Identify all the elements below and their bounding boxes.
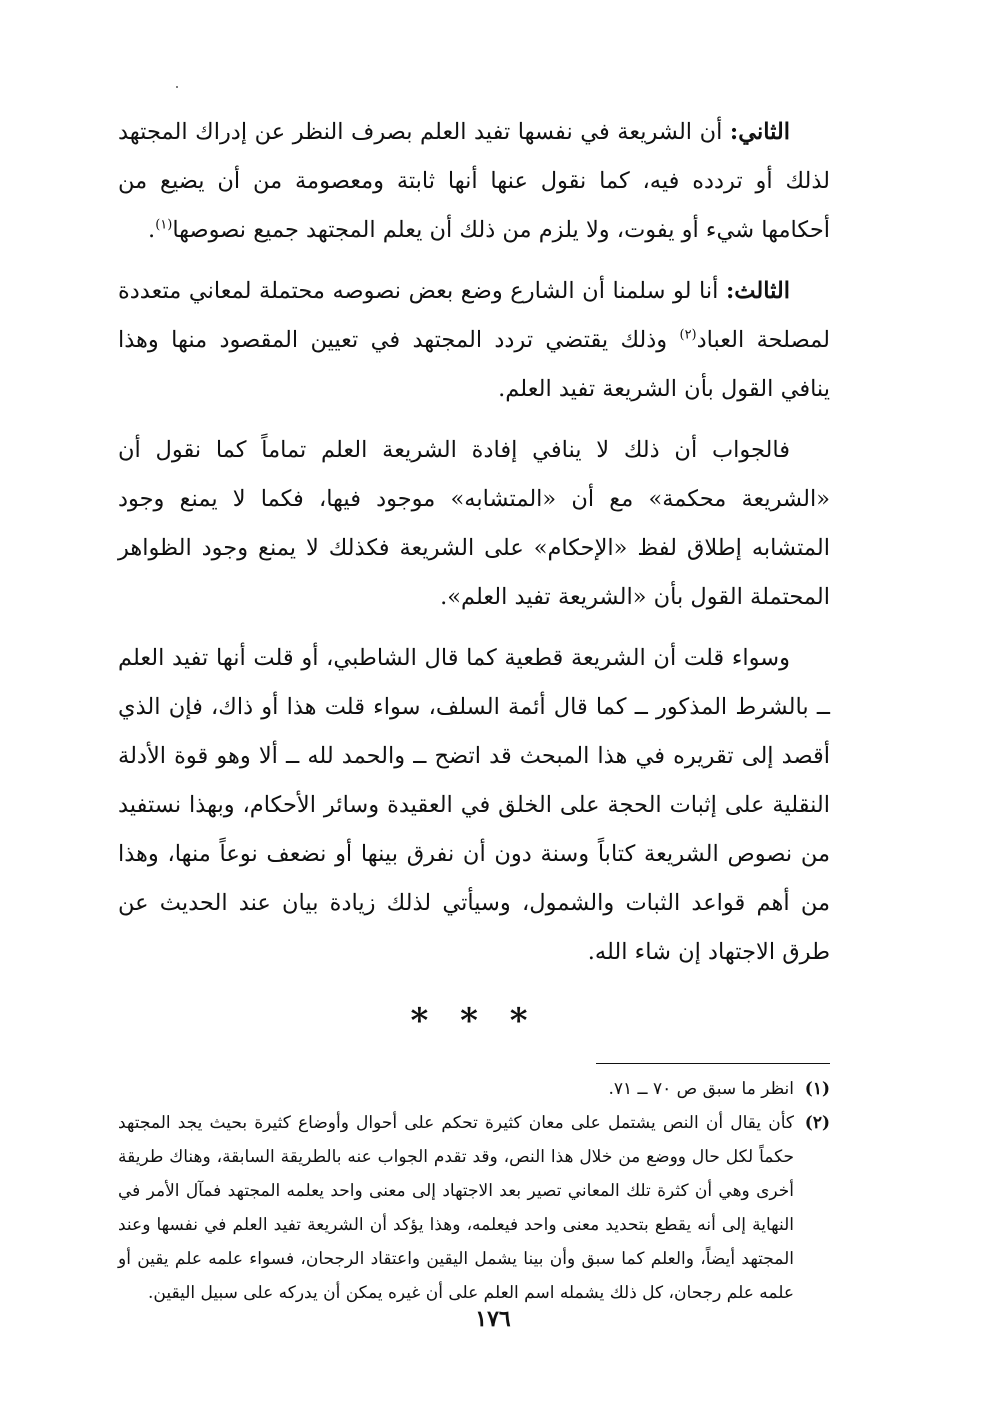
footnote-number: (٢) [804,1113,830,1133]
paragraph-text: أن الشريعة في نفسها تفيد العلم بصرف النظر عن إدراك المجتهد لذلك أو تردده فيه، كما نقول عنها أنها ثابتة ومعصومة من أن يضيع من أحكامها شيء أو يفوت، ولا يلزم من ذلك أن يعلم المجتهد جميع نصوصها [118,119,830,243]
section-separator: * * * [410,1001,538,1041]
paragraph-tail: . [148,217,156,243]
paragraph-answer [118,426,830,622]
page-body [118,108,830,1310]
footnote-divider [596,1063,830,1064]
paragraph-third-point [118,267,830,414]
paragraph-tail: وذلك يقتضي تردد المجتهد في تعيين المقصود منها وهذا ينافي القول بأن الشريعة تفيد العلم. [118,327,830,402]
paragraph-text: أنا لو سلمنا أن الشارع وضع بعض نصوصه محتملة لمعاني متعددة لمصلحة العباد [118,278,830,353]
footnote-number: (١) [804,1079,830,1099]
footnote-text: كأن يقال أن النص يشتمل على معان كثيرة تحكم على أحوال وأوضاع كثيرة بحيث يجد المجتهد حكماً لكل حال ووضع من خلال هذا النص، وقد تقدم الجواب عنه بالطريقة السابقة، وهناك طريقة أخرى وهي أن كثرة تلك المعاني تصير بعد الاجتهاد إلى معنى واحد يعلمه المجتهد فمآل الأمر في النهاية إلى أنه يقطع بتحديد معنى واحد فيعلمه، وهذا يؤكد أن الشريعة تفيد العلم في نفسها وعند المجتهد أيضاً، والعلم كما سبق وأن بينا يشمل اليقين واعتقاد الرجحان، فسواء علمه علم يقين أو علمه علم رجحان، كل ذلك يشمله اسم العلم على أن غيره يمكن أن يدركه على سبيل اليقين. [118,1113,794,1303]
page-number: ١٧٦ [475,1306,511,1332]
scan-speck [176,86,178,88]
footnote [118,1072,830,1106]
footnote-ref[interactable]: (٢) [679,327,697,343]
paragraph-conclusion [118,634,830,977]
paragraph-lead: الثاني: [729,119,790,145]
footnote [118,1106,830,1310]
footnote-ref[interactable]: (١) [155,217,173,233]
paragraph-second-point [118,108,830,255]
paragraph-text: وسواء قلت أن الشريعة قطعية كما قال الشاطبي، أو قلت أنها تفيد العلم ــ بالشرط المذكور ــ كما قال أئمة السلف، سواء قلت هذا أو ذاك، فإن الذي أقصد إلى تقريره في هذا المبحث قد اتضح ــ والحمد لله ــ ألا وهو قوة الأدلة النقلية على إثبات الحجة على الخلق في العقيدة وسائر الأحكام، وبهذا نستفيد من نصوص الشريعة كتاباً وسنة دون أن نفرق بينها أو نضعف نوعاً منها، وهذا من أهم قواعد الثبات والشمول، وسيأتي لذلك زيادة بيان عند الحديث عن طرق الاجتهاد إن شاء الله. [118,645,830,965]
paragraph-text: فالجواب أن ذلك لا ينافي إفادة الشريعة العلم تماماً كما نقول أن «الشريعة محكمة» مع أن «المتشابه» موجود فيها، فكما لا يمنع وجود المتشابه إطلاق لفظ «الإحكام» على الشريعة فكذلك لا يمنع وجود الظواهر المحتملة القول بأن «الشريعة تفيد العلم». [118,437,830,610]
footnote-text: انظر ما سبق ص ٧٠ ــ ٧١. [608,1079,794,1099]
paragraph-lead: الثالث: [725,278,790,304]
